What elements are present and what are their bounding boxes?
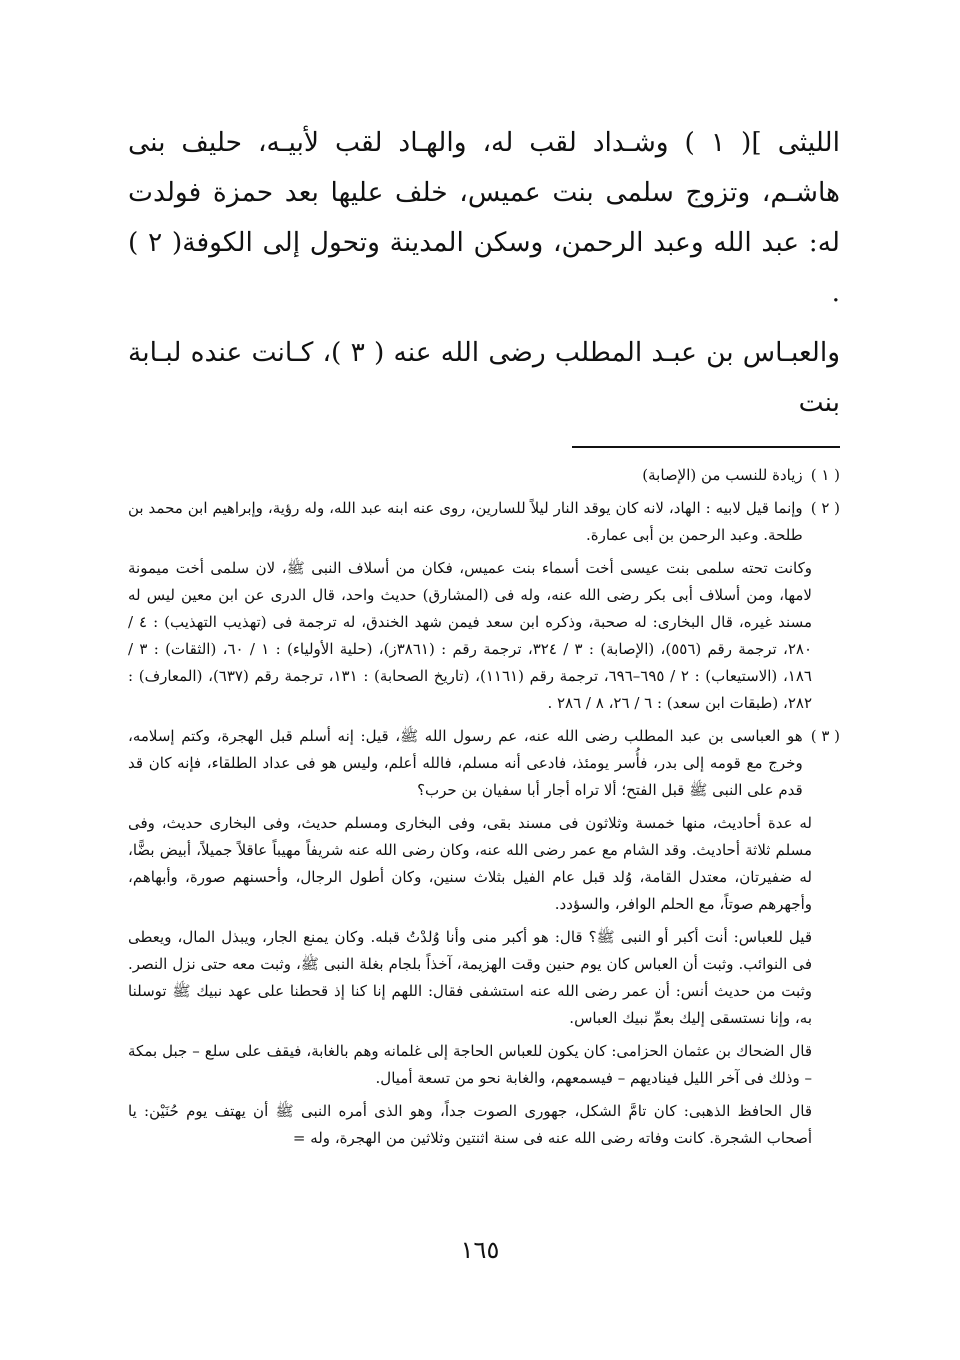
footnote-2-marker: ( ٢ ) (810, 499, 840, 517)
footnote-3-marker: ( ٣ ) (810, 727, 840, 745)
footnotes (128, 462, 840, 1152)
footnote-divider (572, 446, 840, 448)
document-page (128, 118, 840, 1158)
footnote-3-text: هو العباسى بن عبد المطلب رضى الله عنه، عم رسول الله ﷺ، قيل: إنه أسلم قبل الهجرة، وكتم إسلامه، وخرج مع قومه إلى بدر، فأُسر يومئذ، فادعى أنه مسلم، فالله أعلم، وليس هو فى عداد الطلقاء، فإنه كان قد قدم على النبى ﷺ قبل الفتح؛ ألا تراه أجار أبا سفيان بن حرب؟ (128, 727, 803, 799)
footnote-3-continuation-1: له عدة أحاديث، منها خمسة وثلاثون فى مسند بقى، وفى البخارى ومسلم حديث، وفى البخارى حديث، وفى مسلم ثلاثة أحاديث. وقد الشام مع عمر رضى الله عنه، وكان رضى الله عنه شريفاً مهيباً عاقلاً جميلاً، أبيض بضًّا، له ضفيرتان، معتدل القامة، وُلد قبل عام الفيل بثلاث سنين، وكان أطول الرجال، وأحسنهم صورة، وأبهاهم، وأجهرهم صوتاً، مع الحلم الوافر، والسؤدد. (128, 814, 812, 913)
footnote-1 (128, 462, 840, 489)
footnote-3-continuation-3: قال الضحاك بن عثمان الحزامى: كان يكون للعباس الحاجة إلى غلمانه وهم بالغابة، فيقف على سلع – جبل بمكة – وذلك فى آخر الليل فيناديهم – فيسمعهم، والغابة نحو من تسعة أميال. (128, 1042, 812, 1087)
main-paragraph-2: والعبـاس بن عبـد المطلب رضى الله عنه ( ٣ )، كـانت عنده لبـابة بنت (128, 337, 841, 418)
main-text (128, 118, 840, 428)
main-paragraph-1: الليثى ]( ١ ) وشـداد لقب له، والهـاد لقب لأبيـه، حليف بنى هاشـم، وتزوج سلمى بنت عميس، خلف عليها بعد حمزة فولدت له: عبد الله وعبد الرحمن، وسكن المدينة وتحول إلى الكوفة( ٢ ) . (128, 127, 840, 308)
footnote-2-continuation-1: وكانت تحته سلمى بنت عيسى أخت أسماء بنت عميس، فكان من أسلاف النبى ﷺ، لان سلمى أخت ميمونة لامها، ومن أسلاف أبى بكر رضى الله عنه، وله فى (المشارق) حديث واحد، قال الدرى عن ابن معين ليس له مسند غيره، قال البخارى: له صحبة، وذكره ابن سعد فيمن شهد الخندق، له ترجمة فى (تهذيب التهذيب) : ٤ / ٢٨٠، ترجمة رقم (٥٥٦)، (الإصابة) : ٣ / ٣٢٤، ترجمة رقم : (٣٨٦١ز)، (حلية الأولياء) : ١ / ٦٠، (الثقات) : ٣ / ١٨٦، (الاستيعاب) : ٢ / ٦٩٥–٦٩٦، ترجمة رقم (١١٦١)، (تاريخ الصحابة) : ١٣١، ترجمة رقم (٦٣٧)، (المعارف) : ٢٨٢، (طبقات ابن سعد) : ٦ / ٢٦، ٨ / ٢٨٦ . (128, 559, 812, 712)
footnote-3 (128, 723, 840, 804)
footnote-1-text: زيادة للنسب من (الإصابة) (642, 466, 803, 484)
footnote-1-marker: ( ١ ) (810, 466, 840, 484)
page-number: ١٦٥ (460, 1236, 500, 1264)
footnote-2-text: وإنما قيل لابيه : الهاد، لانه كان يوقد النار ليلاً للسارين، روى عنه ابنه عبد الله، وله رؤية، وإبراهيم ابن محمد بن طلحة. وعبد الرحمن بن أبى عمارة. (128, 499, 803, 544)
footnote-2 (128, 495, 840, 549)
footnote-3-continuation-4: قال الحافظ الذهبى: كان تامَّ الشكل، جهورى الصوت جداً، وهو الذى أمره النبى ﷺ أن يهتف يوم حُنَيْن: يا أصحاب الشجرة. كانت وفاته رضى الله عنه فى سنة اثنتين وثلاثين من الهجرة، وله = (128, 1102, 812, 1147)
footnote-3-continuation-2: قيل للعباس: أنت أكبر أو النبى ﷺ؟ قال: هو أكبر منى وأنا وُلدْتُ قبله. وكان يمنع الجار، ويبذل المال، ويعطى فى النوائب. وثبت أن العباس كان يوم حنين وقت الهزيمة، آخذاً بلجام بغلة النبى ﷺ، وثبت معه حتى نزل النصر. وثبت من حديث أنس: أن عمر رضى الله عنه استشفى فقال: اللهم إنا كنا إذ قحطنا على عهد نبيك ﷺ توسلنا به، وإنا نستسقى إليك بعمِّ نبيك العباس. (128, 928, 812, 1027)
